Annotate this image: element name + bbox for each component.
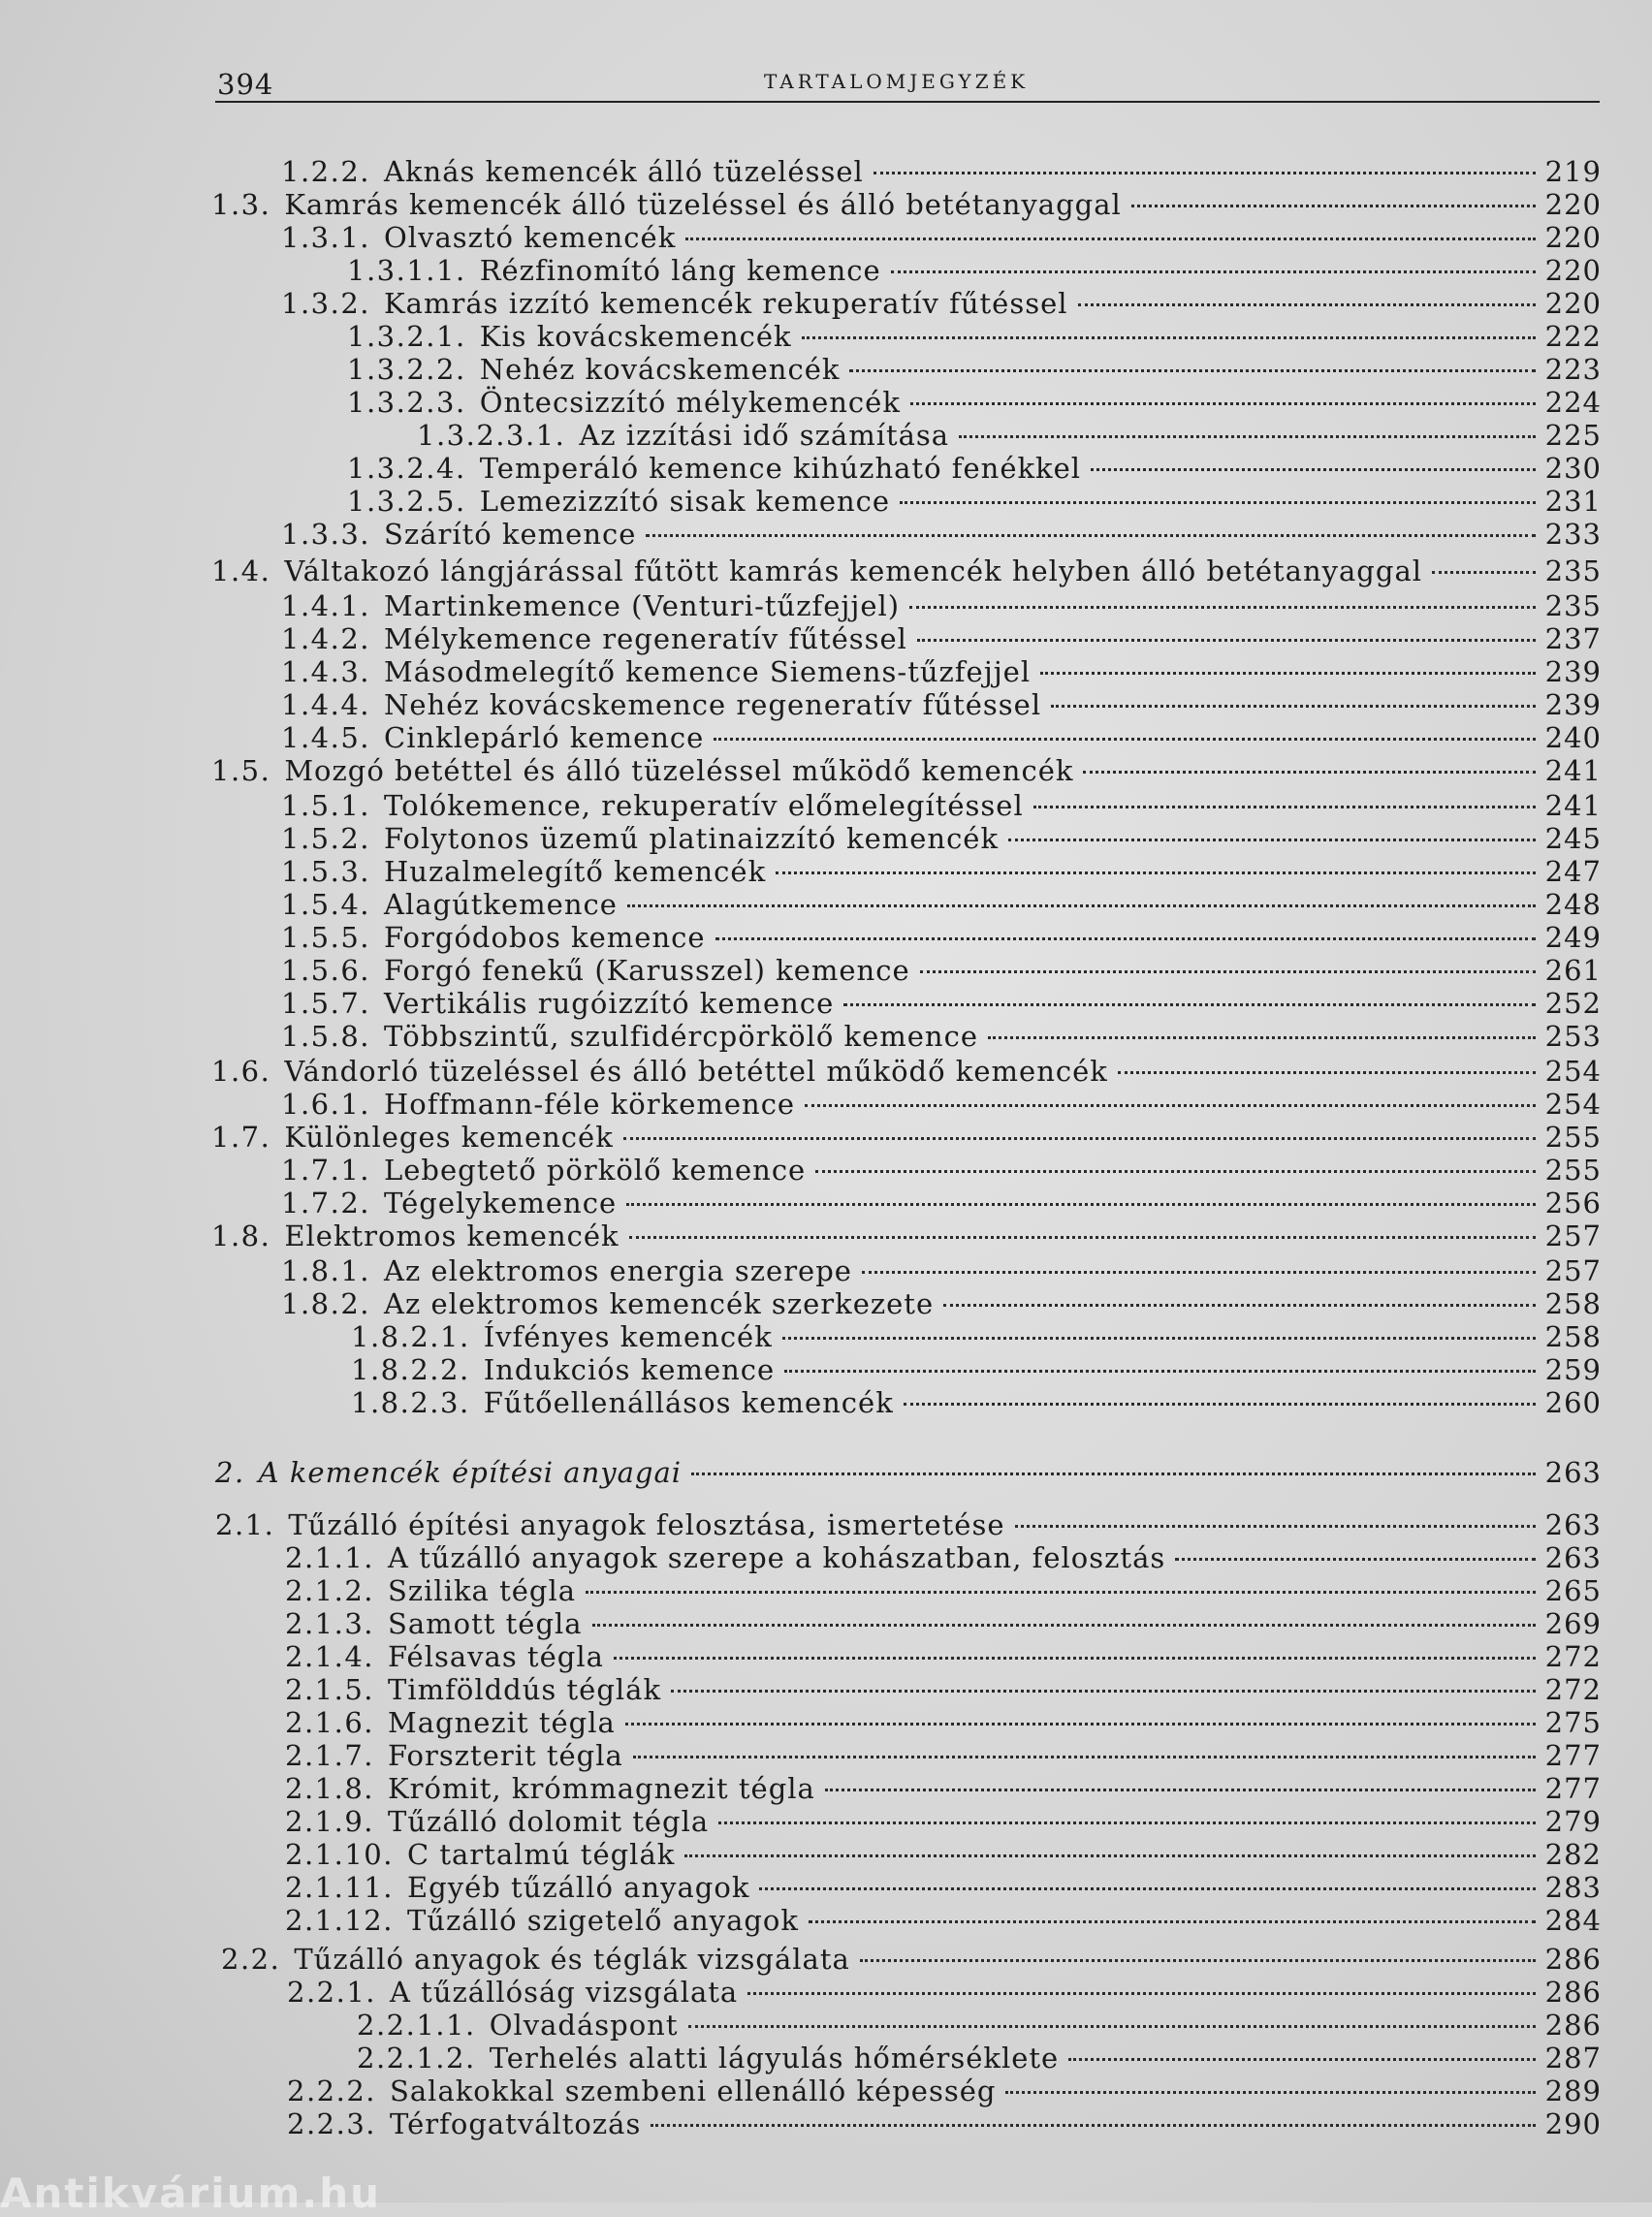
- toc-entry-title: Hoffmann-féle körkemence: [384, 1088, 796, 1121]
- toc-entry: [281, 888, 1602, 921]
- toc-entry: [281, 155, 1602, 188]
- toc-entry: [357, 2042, 1602, 2074]
- toc-entry-page: 233: [1544, 518, 1602, 551]
- toc-entry-number: 1.3.: [211, 188, 271, 221]
- dot-leader: [1131, 205, 1536, 207]
- toc-entry-page: 289: [1544, 2074, 1602, 2107]
- toc-entry-page: 235: [1544, 554, 1602, 587]
- toc-entry-page: 263: [1544, 1456, 1602, 1489]
- toc-entry-title: Szilika tégla: [388, 1574, 577, 1607]
- toc-entry-page: 220: [1544, 254, 1602, 287]
- toc-entry: [281, 1254, 1602, 1287]
- dot-leader: [684, 1854, 1535, 1857]
- dot-leader: [651, 2124, 1535, 2127]
- dot-leader: [909, 606, 1536, 609]
- toc-entry-title: Kis kovácskemencék: [479, 320, 792, 353]
- toc-entry-title: Különleges kemencék: [284, 1121, 614, 1154]
- toc-entry-page: 277: [1544, 1739, 1602, 1772]
- dot-leader: [910, 402, 1536, 405]
- toc-entry-title: Forgó fenekű (Karusszel) kemence: [384, 954, 910, 987]
- toc-entry-title: Huzalmelegítő kemencék: [384, 855, 767, 888]
- toc-entry-page: 275: [1544, 1706, 1602, 1739]
- dot-leader: [623, 1137, 1536, 1140]
- dot-leader: [1175, 1558, 1535, 1561]
- toc-entry-title: A tűzálló anyagok szerepe a kohászatban, felosztás: [388, 1541, 1166, 1574]
- toc-entry-title: Többszintű, szulfidércpörkölő kemence: [384, 1020, 979, 1053]
- toc-entry: [211, 754, 1602, 787]
- toc-entry-number: 2.1.: [215, 1508, 275, 1541]
- toc-entry-title: Kamrás izzító kemencék rekuperatív fűtéssel: [384, 287, 1068, 320]
- toc-entry-number: 1.8.2.3.: [351, 1386, 470, 1419]
- toc-entry: [281, 688, 1602, 721]
- dot-leader: [1078, 303, 1536, 306]
- toc-entry: [211, 1121, 1602, 1154]
- toc-entry: [287, 2107, 1602, 2140]
- toc-entry-page: 258: [1544, 1320, 1602, 1353]
- dot-leader: [1118, 1071, 1536, 1074]
- toc-entry-number: 1.4.3.: [281, 655, 371, 688]
- toc-entry-number: 1.4.1.: [281, 589, 371, 622]
- toc-entry-title: Másodmelegítő kemence Siemens-tűzfejjel: [384, 655, 1032, 688]
- dot-leader: [691, 1473, 1536, 1475]
- toc-entry-page: 225: [1544, 419, 1602, 452]
- toc-entry-title: Az elektromos kemencék szerkezete: [384, 1287, 935, 1320]
- toc-entry-number: 1.7.1.: [281, 1154, 371, 1187]
- dot-leader: [805, 1104, 1536, 1107]
- toc-entry-page: 263: [1544, 1508, 1602, 1541]
- dot-leader: [874, 172, 1536, 174]
- dot-leader: [646, 534, 1535, 537]
- toc-entry-page: 245: [1544, 822, 1602, 855]
- toc-entry-number: 1.5.8.: [281, 1020, 371, 1053]
- toc-entry-number: 1.8.2.2.: [351, 1353, 470, 1386]
- toc-entry: [281, 855, 1602, 888]
- toc-entry-page: 287: [1544, 2042, 1602, 2074]
- toc-entry: [287, 2074, 1602, 2107]
- toc-entry-page: 255: [1544, 1154, 1602, 1187]
- toc-entry: [351, 1353, 1602, 1386]
- toc-entry-page: 256: [1544, 1187, 1602, 1219]
- toc-entry-number: 1.5.2.: [281, 822, 371, 855]
- running-title: TARTALOMJEGYZÉK: [764, 70, 1030, 93]
- toc-entry: [287, 1976, 1602, 2009]
- toc-entry: [281, 822, 1602, 855]
- dot-leader: [988, 1036, 1536, 1039]
- toc-entry-title: Magnezit tégla: [388, 1706, 616, 1739]
- toc-entry-title: Olvasztó kemencék: [384, 221, 677, 254]
- toc-entry: [281, 655, 1602, 688]
- dot-leader: [802, 336, 1536, 339]
- toc-entry-title: Forgódobos kemence: [384, 921, 706, 954]
- dot-leader: [688, 2025, 1536, 2028]
- toc-entry: [285, 1640, 1602, 1673]
- dot-leader: [1068, 2058, 1535, 2061]
- toc-entry: [347, 452, 1602, 485]
- toc-entry: [281, 921, 1602, 954]
- toc-entry-page: 257: [1544, 1254, 1602, 1287]
- toc-entry-number: 1.5.3.: [281, 855, 371, 888]
- toc-entry-number: 1.5.7.: [281, 987, 371, 1020]
- toc-entry-number: 2.1.4.: [285, 1640, 375, 1673]
- dot-leader: [715, 937, 1536, 940]
- toc-entry-title: A tűzállóság vizsgálata: [390, 1976, 739, 2009]
- toc-entry: [347, 254, 1602, 287]
- dot-leader: [626, 1203, 1536, 1206]
- toc-entry-title: Tűzálló anyagok és téglák vizsgálata: [294, 1943, 850, 1976]
- toc-entry: [281, 589, 1602, 622]
- toc-entry: [281, 987, 1602, 1020]
- toc-entry-number: 1.3.1.1.: [347, 254, 466, 287]
- dot-leader: [627, 904, 1536, 907]
- toc-entry-number: 1.3.2.3.1.: [417, 419, 566, 452]
- toc-entry-number: 1.4.5.: [281, 721, 371, 754]
- toc-entry: [347, 320, 1602, 353]
- toc-entry: [211, 554, 1602, 587]
- dot-leader: [1015, 1525, 1536, 1528]
- toc-entry-page: 241: [1544, 754, 1602, 787]
- toc-entry: [351, 1320, 1602, 1353]
- toc-entry-page: 220: [1544, 188, 1602, 221]
- toc-entry-number: 2.1.11.: [285, 1871, 394, 1904]
- toc-entry: [285, 1871, 1602, 1904]
- toc-entry-title: Az elektromos energia szerepe: [384, 1254, 852, 1287]
- dot-leader: [815, 1170, 1535, 1173]
- toc-entry-title: Félsavas tégla: [388, 1640, 604, 1673]
- dot-leader: [1033, 806, 1536, 808]
- toc-entry-title: Tűzálló dolomit tégla: [388, 1805, 710, 1838]
- dot-leader: [900, 501, 1536, 504]
- toc-entry-title: Temperáló kemence kihúzható fenékkel: [479, 452, 1082, 485]
- toc-entry: [285, 1607, 1602, 1640]
- dot-leader: [633, 1756, 1536, 1758]
- toc-entry-title: Nehéz kovácskemence regeneratív fűtéssel: [384, 688, 1042, 721]
- toc-entry-page: 241: [1544, 789, 1602, 822]
- toc-entry-title: Az izzítási idő számítása: [579, 419, 950, 452]
- toc-entry-number: 1.4.: [211, 554, 271, 587]
- toc-entry-page: 254: [1544, 1055, 1602, 1088]
- toc-entry: [211, 1219, 1602, 1252]
- toc-entry-page: 239: [1544, 655, 1602, 688]
- toc-entry-number: 1.5.1.: [281, 789, 371, 822]
- toc-entry-page: 284: [1544, 1904, 1602, 1937]
- toc-entry-page: 263: [1544, 1541, 1602, 1574]
- toc-entry: [211, 188, 1602, 221]
- toc-entry-page: 290: [1544, 2107, 1602, 2140]
- toc-entry-page: 286: [1544, 2009, 1602, 2042]
- toc-entry-page: 254: [1544, 1088, 1602, 1121]
- toc-entry-number: 1.4.2.: [281, 622, 371, 655]
- toc-entry-title: Szárító kemence: [384, 518, 637, 551]
- toc-entry-page: 248: [1544, 888, 1602, 921]
- dot-leader: [1091, 468, 1536, 471]
- toc-entry: [221, 1943, 1602, 1976]
- toc-entry-number: 2.1.2.: [285, 1574, 375, 1607]
- dot-leader: [891, 270, 1536, 273]
- toc-entry-page: 269: [1544, 1607, 1602, 1640]
- toc-entry: [281, 287, 1602, 320]
- toc-entry: [281, 1088, 1602, 1121]
- toc-entry-number: 1.3.3.: [281, 518, 371, 551]
- toc-entry-title: Lebegtető pörkölő kemence: [384, 1154, 807, 1187]
- toc-entry: [215, 1508, 1602, 1541]
- toc-entry-number: 2.1.5.: [285, 1673, 375, 1706]
- toc-entry-title: Olvadáspont: [489, 2009, 679, 2042]
- dot-leader: [1051, 705, 1536, 708]
- toc-entry-number: 1.3.2.3.: [347, 386, 466, 419]
- toc-entry-title: Samott tégla: [388, 1607, 583, 1640]
- toc-entry-title: Ívfényes kemencék: [483, 1320, 773, 1353]
- dot-leader: [1083, 771, 1535, 774]
- toc-entry-title: Indukciós kemence: [483, 1353, 776, 1386]
- toc-entry-page: 247: [1544, 855, 1602, 888]
- dot-leader: [714, 738, 1535, 741]
- toc-entry-title: Terhelés alatti lágyulás hőmérséklete: [489, 2042, 1060, 2074]
- dot-leader: [671, 1690, 1536, 1693]
- toc-entry-page: 230: [1544, 452, 1602, 485]
- toc-entry-number: 1.3.1.: [281, 221, 371, 254]
- toc-entry: [347, 485, 1602, 518]
- toc-entry: [285, 1772, 1602, 1805]
- toc-entry-page: 220: [1544, 221, 1602, 254]
- toc-entry-page: 272: [1544, 1640, 1602, 1673]
- toc-entry-page: 261: [1544, 954, 1602, 987]
- toc-entry-title: Cinklepárló kemence: [384, 721, 705, 754]
- toc-entry-title: Folytonos üzemű platinaizzító kemencék: [384, 822, 1000, 855]
- toc-entry-title: A kemencék építési anyagai: [258, 1456, 683, 1489]
- toc-entry-number: 1.3.2.2.: [347, 353, 466, 386]
- toc-entry: [285, 1706, 1602, 1739]
- toc-entry-page: 253: [1544, 1020, 1602, 1053]
- dot-leader: [718, 1821, 1535, 1824]
- dot-leader: [943, 1304, 1536, 1307]
- toc-entry-number: 2.1.10.: [285, 1838, 394, 1871]
- toc-entry-number: 1.2.2.: [281, 155, 371, 188]
- toc-entry: [281, 1020, 1602, 1053]
- toc-entry-page: 260: [1544, 1386, 1602, 1419]
- toc-entry-number: 2.1.1.: [285, 1541, 375, 1574]
- toc-entry-number: 2.1.9.: [285, 1805, 375, 1838]
- toc-entry: [285, 1739, 1602, 1772]
- dot-leader: [904, 1403, 1536, 1406]
- toc-entry-page: 249: [1544, 921, 1602, 954]
- toc-entry: [281, 954, 1602, 987]
- dot-leader: [625, 1723, 1536, 1726]
- toc-entry-page: 286: [1544, 1976, 1602, 2009]
- toc-entry-title: C tartalmú téglák: [406, 1838, 676, 1871]
- toc-entry-page: 255: [1544, 1121, 1602, 1154]
- dot-leader: [849, 369, 1535, 372]
- toc-entry-number: 2.1.8.: [285, 1772, 375, 1805]
- toc-entry-number: 1.4.4.: [281, 688, 371, 721]
- toc-entry: [351, 1386, 1602, 1419]
- toc-entry-page: 257: [1544, 1219, 1602, 1252]
- toc-entry-title: Rézfinomító láng kemence: [479, 254, 881, 287]
- toc-entry-number: 2.1.7.: [285, 1739, 375, 1772]
- toc-entry: [281, 721, 1602, 754]
- toc-entry-page: 231: [1544, 485, 1602, 518]
- toc-entry-page: 239: [1544, 688, 1602, 721]
- dot-leader: [809, 1920, 1536, 1923]
- toc-entry-title: Mozgó betéttel és álló tüzeléssel működő kemencék: [284, 754, 1074, 787]
- toc-entry-number: 2.1.3.: [285, 1607, 375, 1640]
- toc-entry-page: 283: [1544, 1871, 1602, 1904]
- dot-leader: [843, 1003, 1535, 1006]
- dot-leader: [959, 435, 1536, 438]
- toc-entry-page: 220: [1544, 287, 1602, 320]
- toc-entry: [347, 353, 1602, 386]
- toc-entry: [285, 1673, 1602, 1706]
- toc-entry-number: 1.7.: [211, 1121, 271, 1154]
- dot-leader: [920, 970, 1536, 973]
- toc-entry-number: 1.7.2.: [281, 1187, 371, 1219]
- toc-entry-page: 240: [1544, 721, 1602, 754]
- toc-entry: [417, 419, 1602, 452]
- toc-entry-title: Timfölddús téglák: [388, 1673, 662, 1706]
- toc-entry: [285, 1541, 1602, 1574]
- dot-leader: [782, 1337, 1536, 1340]
- toc-entry-number: 2.1.6.: [285, 1706, 375, 1739]
- dot-leader: [776, 871, 1535, 874]
- toc-entry-title: Tűzálló szigetelő anyagok: [406, 1904, 799, 1937]
- toc-entry: [281, 1287, 1602, 1320]
- toc-entry: [285, 1574, 1602, 1607]
- toc-entry-title: Öntecsizzító mélykemencék: [479, 386, 901, 419]
- toc-entry-number: 2.2.1.1.: [357, 2009, 476, 2042]
- dot-leader: [1040, 672, 1536, 675]
- toc-entry: [357, 2009, 1602, 2042]
- toc-entry-number: 1.8.2.1.: [351, 1320, 470, 1353]
- dot-leader: [825, 1789, 1536, 1791]
- dot-leader: [860, 1959, 1536, 1962]
- toc-entry-title: Aknás kemencék álló tüzeléssel: [384, 155, 864, 188]
- toc-entry-number: 2.2.1.: [287, 1976, 377, 2009]
- toc-entry-title: Salakokkal szembeni ellenálló képesség: [390, 2074, 997, 2107]
- toc-entry: [281, 1187, 1602, 1219]
- toc-entry-number: 1.3.2.4.: [347, 452, 466, 485]
- toc-entry-title: Tűzálló építési anyagok felosztása, ismertetése: [288, 1508, 1005, 1541]
- toc-entry-number: 1.5.6.: [281, 954, 371, 987]
- toc-entry-page: 258: [1544, 1287, 1602, 1320]
- toc-entry-title: Elektromos kemencék: [284, 1219, 620, 1252]
- toc-entry: [285, 1838, 1602, 1871]
- toc-entry-page: 259: [1544, 1353, 1602, 1386]
- toc-entry: [281, 789, 1602, 822]
- toc-entry-page: 252: [1544, 987, 1602, 1020]
- toc-entry-number: 1.3.2.1.: [347, 320, 466, 353]
- toc-entry-number: 2.2.2.: [287, 2074, 377, 2107]
- dot-leader: [586, 1591, 1536, 1594]
- toc-entry-page: 219: [1544, 155, 1602, 188]
- toc-entry-number: 2.2.3.: [287, 2107, 377, 2140]
- page-number: 394: [217, 68, 274, 101]
- toc-entry-title: Vertikális rugóizzító kemence: [384, 987, 835, 1020]
- toc-entry-title: Vándorló tüzeléssel és álló betéttel működő kemencék: [284, 1055, 1108, 1088]
- toc-entry-number: 2.2.1.2.: [357, 2042, 476, 2074]
- toc-entry-number: 1.6.: [211, 1055, 271, 1088]
- toc-entry-title: Forszterit tégla: [388, 1739, 623, 1772]
- toc-entry: [347, 386, 1602, 419]
- watermark: Antikvárium.hu: [0, 2169, 382, 2217]
- toc-entry-page: 237: [1544, 622, 1602, 655]
- toc-entry-page: 224: [1544, 386, 1602, 419]
- toc-entry: [281, 221, 1602, 254]
- toc-entry-title: Váltakozó lángjárással fűtött kamrás kemencék helyben álló betétanyaggal: [284, 554, 1423, 587]
- toc-entry-title: Nehéz kovácskemencék: [479, 353, 841, 386]
- dot-leader: [1008, 839, 1536, 841]
- toc-entry-number: 2.1.12.: [285, 1904, 394, 1937]
- toc-entry-number: 2.2.: [221, 1943, 281, 1976]
- toc-entry-title: Lemezizzító sisak kemence: [479, 485, 891, 518]
- toc-entry-title: Tégelykemence: [384, 1187, 618, 1219]
- toc-entry-page: 265: [1544, 1574, 1602, 1607]
- toc-entry: [285, 1805, 1602, 1838]
- dot-leader: [685, 238, 1535, 240]
- toc-entry-page: 282: [1544, 1838, 1602, 1871]
- dot-leader: [759, 1887, 1535, 1890]
- dot-leader: [592, 1624, 1536, 1627]
- dot-leader: [1005, 2091, 1535, 2094]
- toc-entry-title: Mélykemence regeneratív fűtéssel: [384, 622, 907, 655]
- toc-entry-title: Fűtőellenállásos kemencék: [483, 1386, 894, 1419]
- toc-entry-title: Egyéb tűzálló anyagok: [406, 1871, 750, 1904]
- toc-entry-title: Alagútkemence: [384, 888, 618, 921]
- toc-entry-page: 279: [1544, 1805, 1602, 1838]
- toc-entry-page: 272: [1544, 1673, 1602, 1706]
- toc-entry-page: 277: [1544, 1772, 1602, 1805]
- toc-entry-title: Martinkemence (Venturi-tűzfejjel): [384, 589, 901, 622]
- dot-leader: [1432, 571, 1536, 574]
- dot-leader: [784, 1370, 1535, 1373]
- toc-entry: [215, 1456, 1602, 1489]
- toc-entry-page: 222: [1544, 320, 1602, 353]
- toc-entry-page: 235: [1544, 589, 1602, 622]
- toc-entry-title: Kamrás kemencék álló tüzeléssel és álló betétanyaggal: [284, 188, 1122, 221]
- toc-entry: [281, 518, 1602, 551]
- toc-entry-page: 223: [1544, 353, 1602, 386]
- dot-leader: [862, 1271, 1536, 1274]
- toc-entry-number: 1.5.5.: [281, 921, 371, 954]
- toc-entry-title: Krómit, krómmagnezit tégla: [388, 1772, 815, 1805]
- toc-entry-page: 286: [1544, 1943, 1602, 1976]
- toc-entry-title: Tolókemence, rekuperatív előmelegítéssel: [384, 789, 1024, 822]
- dot-leader: [629, 1236, 1536, 1239]
- toc-entry-number: 1.8.2.: [281, 1287, 371, 1320]
- toc-entry-number: 1.5.4.: [281, 888, 371, 921]
- toc-entry: [281, 622, 1602, 655]
- toc-entry-number: 1.3.2.5.: [347, 485, 466, 518]
- toc-entry-number: 2.: [215, 1456, 245, 1489]
- dot-leader: [747, 1992, 1535, 1995]
- toc-entry-number: 1.3.2.: [281, 287, 371, 320]
- dot-leader: [917, 639, 1536, 642]
- toc-entry-number: 1.6.1.: [281, 1088, 371, 1121]
- toc-entry-number: 1.5.: [211, 754, 271, 787]
- toc-entry: [285, 1904, 1602, 1937]
- toc-entry: [281, 1154, 1602, 1187]
- toc-entry-number: 1.8.: [211, 1219, 271, 1252]
- dot-leader: [614, 1657, 1536, 1660]
- toc-entry-title: Térfogatváltozás: [390, 2107, 642, 2140]
- toc-entry: [211, 1055, 1602, 1088]
- toc-entry-number: 1.8.1.: [281, 1254, 371, 1287]
